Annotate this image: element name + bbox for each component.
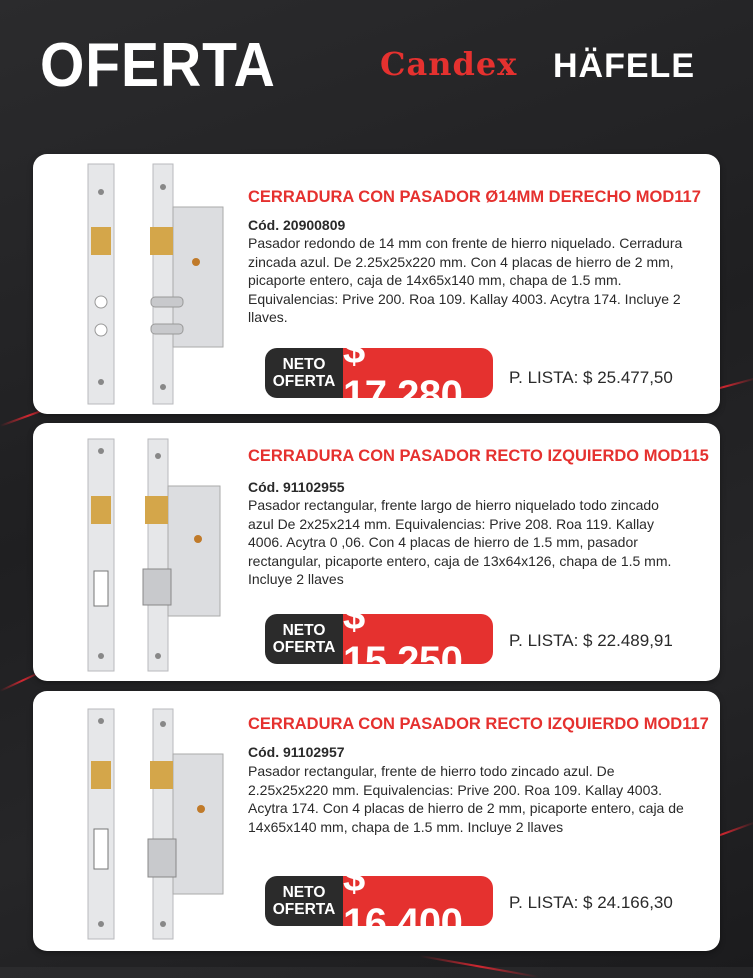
product-card[interactable]	[33, 691, 720, 951]
lock-product-image	[53, 431, 243, 676]
product-title: CERRADURA CON PASADOR Ø14MM DERECHO MOD117	[248, 188, 701, 206]
page-title: OFERTA	[40, 31, 276, 100]
lock-product-image	[53, 162, 243, 407]
offer-price: $ 16.400	[343, 876, 493, 926]
price-badge	[265, 856, 493, 945]
list-price: P. LISTA: $ 25.477,50	[509, 368, 673, 387]
product-description: Pasador redondo de 14 mm con frente de hierro niquelado. Cerradura zincada azul. De 2.25x25x220 mm. Con 4 placas de hierro de 2 mm, picaporte entero, caja de 14x65x140 mm, chapa de 1.5 mm. Equivalencias: Prive 200. Roa 109. Kallay 4003. Acytra 174. Incluye 2 llaves.	[248, 235, 683, 326]
neto-oferta-label: NETO OFERTA	[265, 348, 343, 398]
candex-logo: Candex	[380, 45, 518, 83]
background-streak	[420, 955, 539, 978]
offer-price: $ 15.250	[343, 614, 493, 664]
hafele-logo: HÄFELE	[553, 47, 695, 85]
product-card[interactable]	[33, 423, 720, 681]
neto-oferta-label: NETO OFERTA	[265, 876, 343, 926]
list-price: P. LISTA: $ 22.489,91	[509, 631, 673, 650]
product-description: Pasador rectangular, frente de hierro todo zincado azul. De 2.25x25x220 mm. Equivalencias: Prive 200. Roa 109. Kallay 4003. Acytra 174. Con 4 placas de hierro de 2 mm, picaporte entero, caja de 14x65x140 mm, chapa de 1.5 mm. Incluye 2 llaves	[248, 763, 684, 835]
product-code: Cód. 91102957	[248, 744, 345, 760]
product-title: CERRADURA CON PASADOR RECTO IZQUIERDO MOD115	[248, 447, 709, 465]
offer-price: $ 17.280	[343, 348, 493, 398]
product-title: CERRADURA CON PASADOR RECTO IZQUIERDO MOD117	[248, 715, 709, 733]
price-badge	[265, 328, 493, 417]
product-card[interactable]	[33, 154, 720, 417]
neto-oferta-label: NETO OFERTA	[265, 614, 343, 664]
product-description: Pasador rectangular, frente largo de hierro niquelado todo zincado azul De 2x25x214 mm. Equivalencias: Prive 208. Roa 119. Kallay 4006. Acytra 0 ,06. Con 4 placas de hierro de 1.5 mm, pasador rectangular, picaporte entero, caja de 13x64x126, chapa de 1.5 mm. Incluye 2 llaves	[248, 497, 672, 588]
product-code: Cód. 91102955	[248, 479, 345, 495]
price-badge	[265, 594, 493, 683]
lock-product-image	[53, 699, 243, 944]
list-price: P. LISTA: $ 24.166,30	[509, 893, 673, 912]
product-code: Cód. 20900809	[248, 217, 346, 233]
